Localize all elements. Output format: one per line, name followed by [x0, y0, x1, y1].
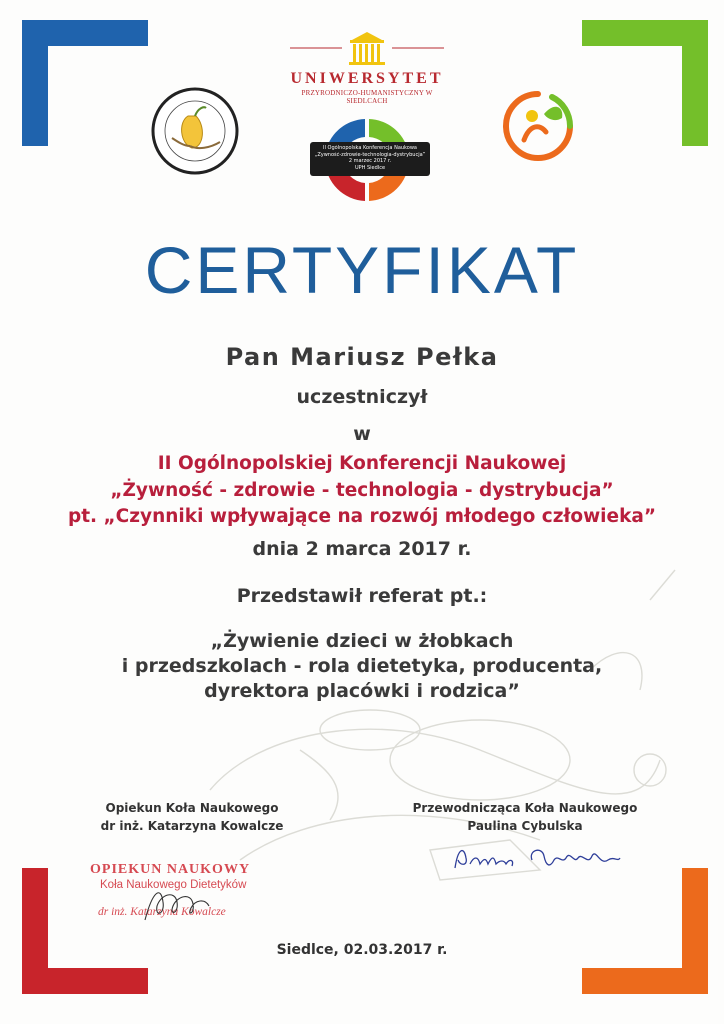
kolo-naukowe-dietetykow-logo-icon [150, 86, 240, 176]
stamp-organization: Koła Naukowego Dietetyków [100, 879, 247, 891]
preposition-w: w [353, 423, 371, 445]
university-name: UNIWERSYTET [290, 70, 444, 87]
handwritten-signature-left-icon [135, 880, 215, 930]
conference-badge-line: UPH Siedlce [354, 164, 386, 171]
place-and-date: Siedlce, 02.03.2017 r. [276, 942, 448, 958]
signature-role: Przewodnicząca Koła Naukowego [412, 801, 638, 815]
paper-title-line: i przedszkolach - rola dietetyka, producenta, [121, 655, 603, 677]
university-building-icon [282, 28, 452, 68]
paper-title-line: dyrektora placówki i rodzica” [204, 680, 520, 702]
conference-badge-line: „Żywność-zdrowie-technologia-dystrybucja” [314, 151, 426, 158]
stamp-title: OPIEKUN NAUKOWY [90, 862, 251, 877]
stamp-person: dr inż. Katarzyna Kowalcze [98, 906, 226, 918]
event-date: dnia 2 marca 2017 r. [252, 538, 472, 560]
university-logo [282, 28, 452, 105]
conference-theme: „Żywność - zdrowie - technologia - dystrybucja” [110, 480, 614, 501]
participated-text: uczestniczył [296, 386, 428, 408]
nutrition-logo-icon [500, 88, 576, 164]
corner-frame-top-left [22, 20, 148, 146]
recipient-name: Pan Mariusz Pełka [225, 343, 499, 371]
signature-block-right [400, 799, 650, 835]
signature-role: Opiekun Koła Naukowego [105, 801, 279, 815]
conference-badge-line: 2 marzec 2017 r. [348, 158, 392, 164]
conference-name: II Ogólnopolskiej Konferencji Naukowej [157, 453, 567, 474]
conference-badge [310, 142, 430, 176]
presented-text: Przedstawił referat pt.: [236, 585, 488, 607]
university-subtitle: PRZYRODNICZO-HUMANISTYCZNY W SIEDLCACH [301, 89, 433, 105]
conference-subtitle: pt. „Czynniki wpływające na rozwój młodego człowieka” [67, 506, 657, 527]
handwritten-signature-icon [450, 838, 625, 878]
corner-frame-top-right [582, 20, 708, 146]
conference-badge-line: II Ogólnopolska Konferencja Naukowa [323, 145, 417, 151]
signature-block-left [92, 799, 292, 835]
certificate-title: CERTYFIKAT [144, 233, 580, 307]
signature-name: Paulina Cybulska [467, 819, 583, 833]
signature-name: dr inż. Katarzyna Kowalcze [100, 819, 284, 833]
paper-title-line: „Żywienie dzieci w żłobkach [210, 630, 514, 652]
